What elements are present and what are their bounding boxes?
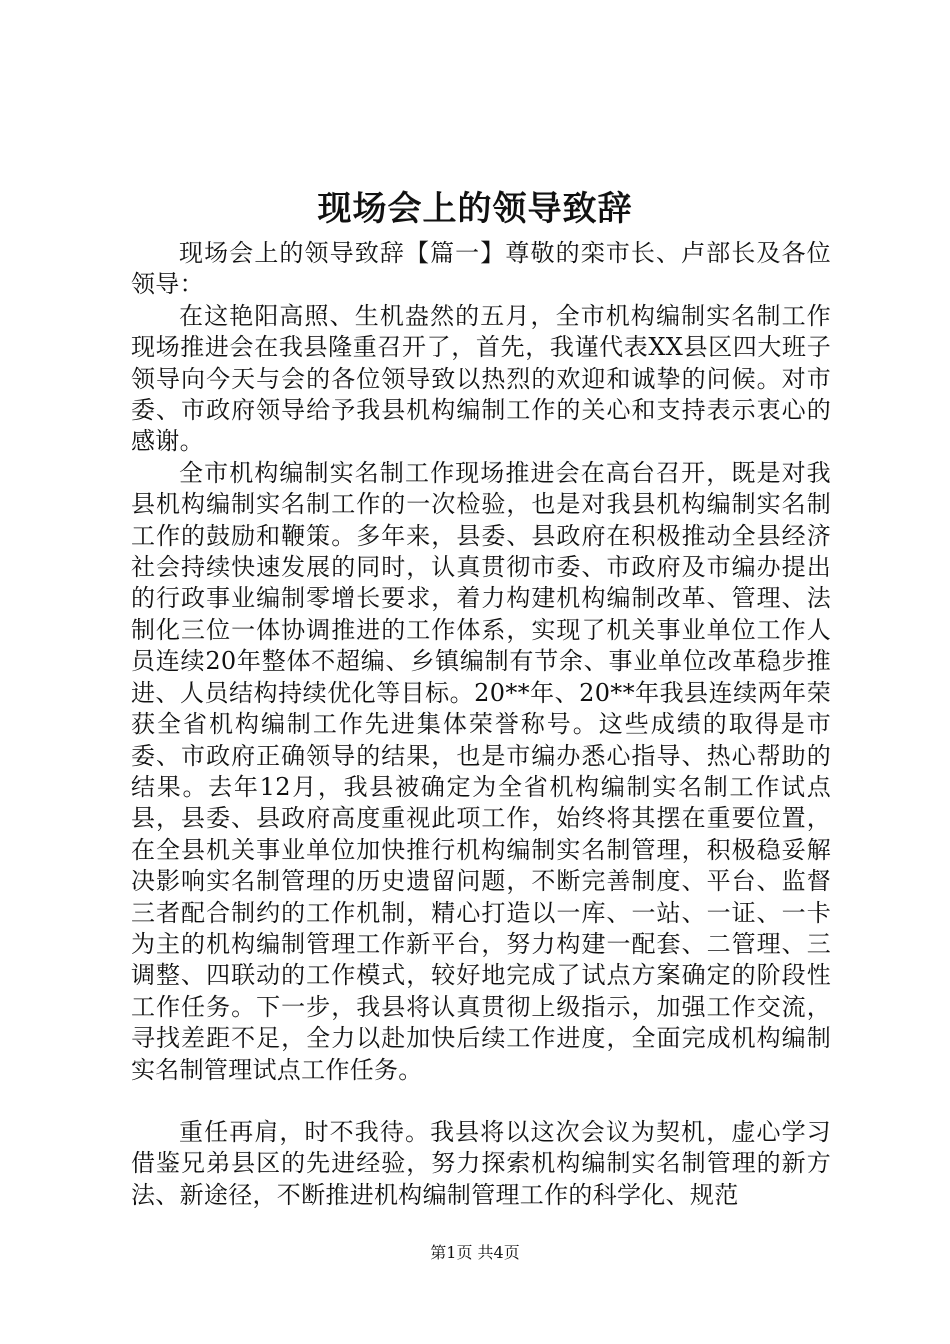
paragraph-welcome: 在这艳阳高照、生机盎然的五月，全市机构编制实名制工作现场推进会在我县隆重召开了，首先，我谨代表XX县区四大班子领导向今天与会的各位领导致以热烈的欢迎和诚挚的问候。对市委、市政府领导给予我县机构编制工作的关心和支持表示衷心的感谢。 bbox=[131, 301, 831, 456]
document-title: 现场会上的领导致辞 bbox=[317, 189, 633, 229]
paragraph-achievements: 全市机构编制实名制工作现场推进会在高台召开，既是对我县机构编制实名制工作的一次检验，也是对我县机构编制实名制工作的鼓励和鞭策。多年来，县委、县政府在积极推动全县经济社会持续快速发展的同时，认真贯彻市委、市政府及市编办提出的行政事业编制零增长要求，着力构建机构编制改革、管理、法制化三位一体协调推进的工作体系，实现了机关事业单位工作人员连续20年整体不超编、乡镇编制有节余、事业单位改革稳步推进、人员结构持续优化等目标。20**年、20**年我县连续两年荣获全省机构编制工作先进集体荣誉称号。这些成绩的取得是市委、市政府正确领导的结果，也是市编办悉心指导、热心帮助的结果。去年12月，我县被确定为全省机构编制实名制工作试点县，县委、县政府高度重视此项工作，始终将其摆在重要位置，在全县机关事业单位加快推行机构编制实名制管理，积极稳妥解决影响实名制管理的历史遗留问题，不断完善制度、平台、监督三者配合制约的工作机制，精心打造以一库、一站、一证、一卡为主的机构编制管理工作新平台，努力构建一配套、二管理、三调整、四联动的工作模式，较好地完成了试点方案确定的阶段性工作任务。下一步，我县将认真贯彻上级指示，加强工作交流，寻找差距不足，全力以赴加快后续工作进度，全面完成机构编制实名制管理试点工作任务。 bbox=[131, 458, 831, 1084]
page-number-footer: 第1页 共4页 bbox=[430, 1243, 520, 1262]
document-body bbox=[131, 238, 831, 1211]
paragraph-salutation: 现场会上的领导致辞【篇一】尊敬的栾市长、卢部长及各位领导： bbox=[131, 239, 831, 299]
paragraph-outlook: 重任再肩，时不我待。我县将以这次会议为契机，虚心学习借鉴兄弟县区的先进经验，努力探索机构编制实名制管理的新方法、新途径，不断推进机构编制管理工作的科学化、规范 bbox=[131, 1117, 831, 1209]
